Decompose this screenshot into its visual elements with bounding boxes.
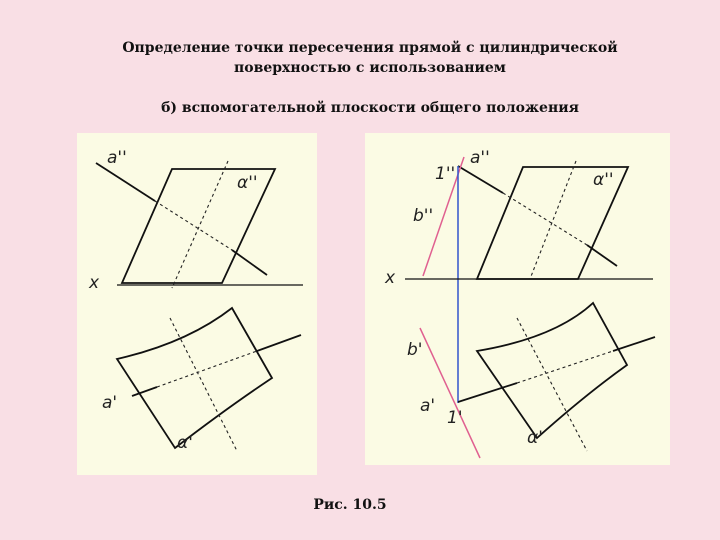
left-label-a-front: a'' (107, 148, 127, 168)
left-front-line-a (96, 163, 155, 201)
left-top-cylinder-outline (117, 308, 272, 448)
title-line-1: Определение точки пересечения прямой с цилиндрической (122, 40, 618, 56)
right-front-generator (530, 161, 576, 279)
left-front-line-a-exit (232, 250, 267, 275)
left-diagram-panel (77, 133, 317, 475)
right-label-a-top: a' (420, 396, 436, 416)
slide-title (120, 38, 620, 78)
right-front-line-a (458, 166, 503, 193)
slide-subtitle: б) вспомогательной плоскости общего положения (161, 100, 579, 116)
right-diagram-panel (365, 133, 670, 465)
right-top-line-a-hidden (517, 351, 613, 383)
left-front-generator (172, 161, 228, 288)
right-label-a-front: a'' (470, 148, 490, 168)
right-label-b-front: b'' (413, 206, 434, 226)
right-label-b-top: b' (407, 340, 423, 360)
left-label-alpha-top: α' (177, 433, 193, 453)
right-top-cylinder-outline (477, 303, 627, 438)
left-top-line-a-hidden (157, 351, 257, 387)
right-front-line-a-exit (587, 245, 617, 266)
left-label-x: x (89, 273, 100, 293)
right-diagram-svg (365, 133, 670, 465)
right-label-alpha-top: α' (527, 428, 543, 448)
right-label-point1-front: 1'' (435, 164, 456, 184)
right-label-alpha-front: α'' (593, 170, 614, 190)
title-line-2: поверхностью с использованием (234, 60, 506, 76)
right-top-line-a-exit (613, 337, 655, 351)
right-label-point1-top: 1' (447, 408, 463, 428)
right-top-line-a (458, 383, 517, 402)
right-front-line-a-hidden (503, 193, 587, 245)
right-label-x: x (385, 268, 396, 288)
left-label-a-top: a' (102, 393, 118, 413)
right-top-line-b (420, 328, 480, 458)
left-label-alpha-front: α'' (237, 173, 258, 193)
left-front-line-a-hidden (155, 201, 232, 250)
figure-caption: Рис. 10.5 (313, 497, 387, 513)
left-diagram-svg (77, 133, 317, 475)
left-top-line-a-exit (257, 335, 301, 351)
